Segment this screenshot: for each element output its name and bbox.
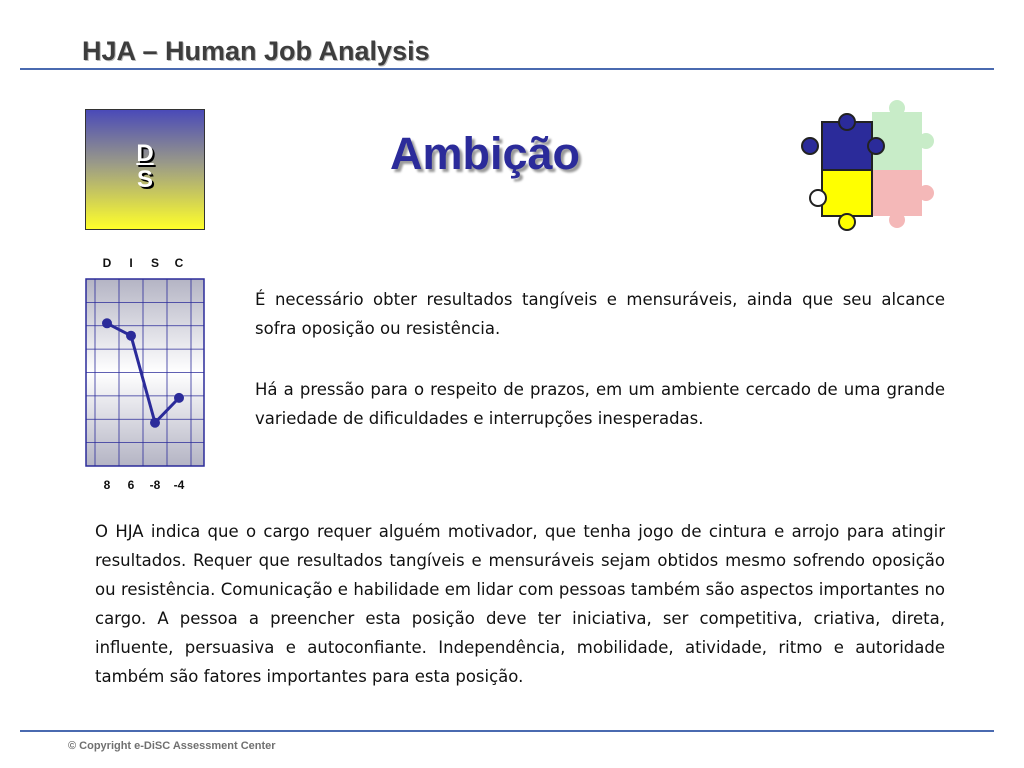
- graph-point-s: [150, 418, 160, 428]
- disc-profile-box: [85, 109, 205, 230]
- profile-secondary-letter: S: [136, 166, 153, 193]
- page-title: HJA – Human Job Analysis: [82, 36, 430, 66]
- slide-title: Ambição: [390, 128, 581, 179]
- puzzle-piece-yellow: [810, 170, 872, 230]
- disc-graph: [85, 278, 205, 468]
- puzzle-piece-pink: [872, 170, 934, 228]
- paragraph-summary: O HJA indica que o cargo requer alguém motivador, que tenha jogo de cintura e arrojo para atingir resultados. Requer que resultados tangíveis e mensuráveis sejam obtidos mesmo sofrendo oposição ou resistência. Comunicação e habilidade em lidar com pessoas também são aspectos importantes no cargo. A pessoa a preencher esta posição deve ter iniciativa, ser competitiva, criativa, direta, influente, persuasiva e autoconfiante. Independência, mobilidade, atividade, ritmo e autoridade também são fatores importantes para esta posição.: [95, 522, 945, 686]
- footer-divider: [20, 730, 994, 732]
- disc-score-i: 6: [127, 478, 135, 492]
- puzzle-piece-green: [872, 100, 934, 170]
- disc-label-d: D: [102, 256, 112, 270]
- puzzle-piece-blue: [802, 114, 884, 170]
- header-divider: [20, 68, 994, 70]
- copyright-text: © Copyright e-DiSC Assessment Center: [68, 740, 276, 752]
- disc-label-c: C: [174, 256, 184, 270]
- disc-score-d: 8: [103, 478, 111, 492]
- disc-label-s: S: [150, 256, 159, 270]
- disc-label-i: I: [129, 256, 133, 270]
- paragraph-1: É necessário obter resultados tangíveis e mensuráveis, ainda que seu alcance sofra oposição ou resistência.: [255, 290, 945, 338]
- profile-primary-letter: D: [136, 140, 154, 167]
- graph-point-d: [102, 318, 112, 328]
- disc-score-s: -8: [149, 478, 161, 492]
- graph-point-c: [174, 393, 184, 403]
- disc-score-c: -4: [173, 478, 185, 492]
- graph-point-i: [126, 331, 136, 341]
- paragraph-2: Há a pressão para o respeito de prazos, em um ambiente cercado de uma grande variedade de dificuldades e interrupções inesperadas.: [255, 380, 945, 428]
- puzzle-icon: [800, 98, 942, 240]
